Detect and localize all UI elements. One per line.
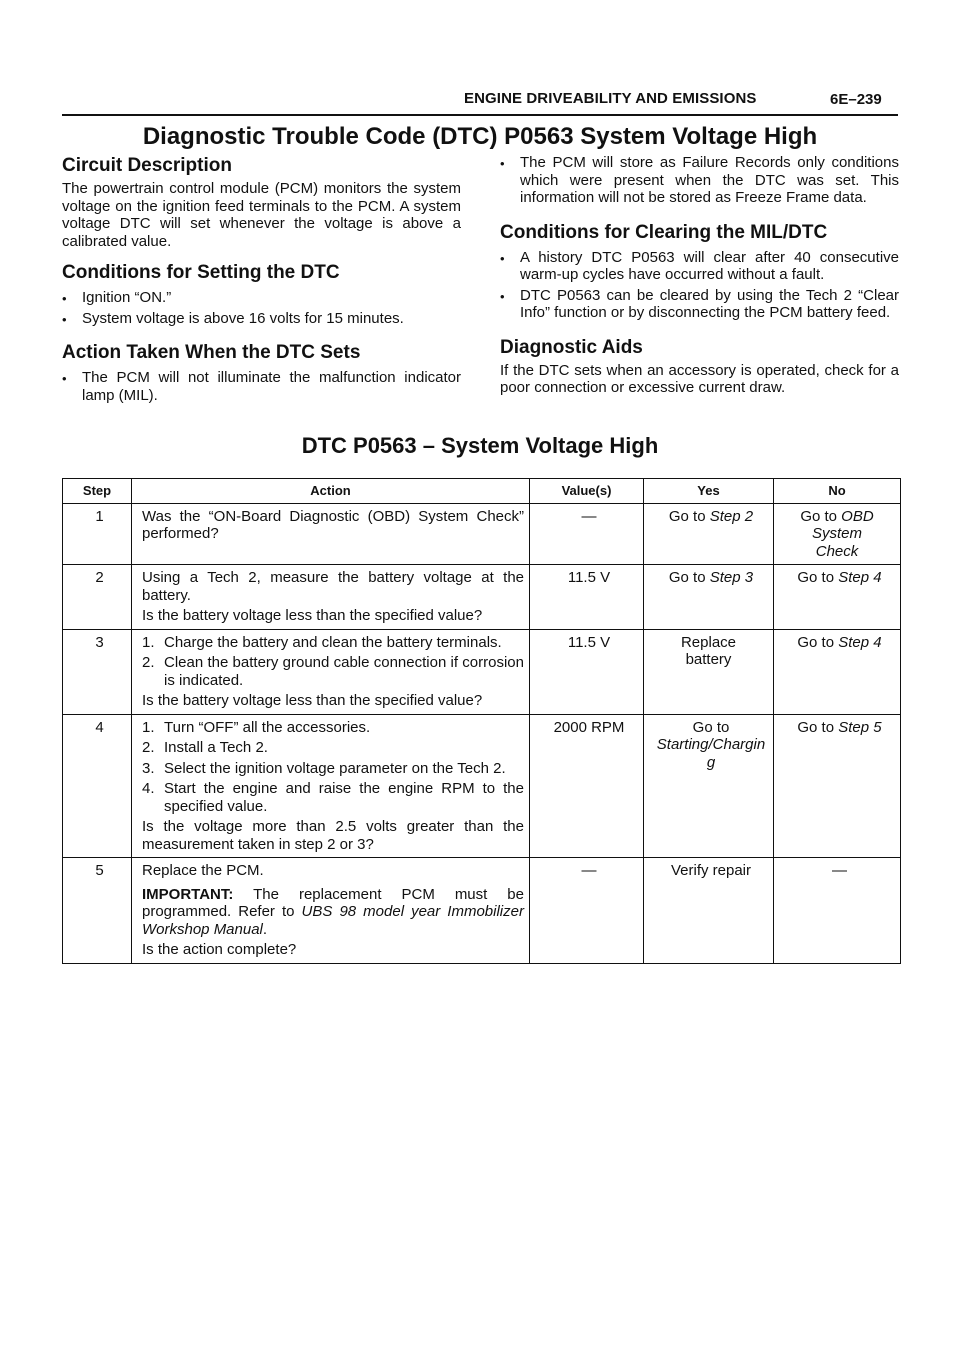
bullet-icon: •	[62, 291, 67, 306]
column-header-step: Step	[63, 479, 132, 504]
action-item	[142, 760, 524, 778]
no-reference: OBD System Check	[811, 507, 874, 560]
step-value: —	[530, 858, 644, 964]
action-item	[142, 719, 524, 737]
yes-reference: Starting/Charging	[656, 736, 766, 771]
action-text: Using a Tech 2, measure the battery voltage at the battery.	[142, 569, 524, 604]
item-number: 1.	[142, 633, 155, 651]
no-reference: Step 5	[838, 718, 882, 736]
important-note	[142, 886, 524, 939]
item-text: Start the engine and raise the engine RPM to the specified value.	[164, 780, 524, 815]
step-action	[132, 565, 530, 630]
step-action	[132, 858, 530, 964]
action-question: Is the battery voltage less than the specified value?	[142, 607, 483, 624]
action-question: Is the battery voltage less than the specified value?	[142, 692, 483, 709]
step-yes	[644, 565, 774, 630]
action-text: Replace the PCM.	[142, 862, 264, 879]
list-item	[62, 289, 461, 307]
no-text: Go to	[797, 569, 839, 586]
list-item	[500, 154, 899, 207]
list-item	[500, 249, 899, 284]
list-item	[62, 369, 461, 404]
item-text: Turn “OFF” all the accessories.	[164, 718, 371, 736]
step-action	[132, 714, 530, 858]
right-column	[500, 154, 899, 397]
table-row	[63, 503, 901, 565]
bullet-icon: •	[500, 156, 505, 171]
no-text: Go to	[800, 507, 842, 525]
yes-text: Go to	[668, 569, 710, 586]
list-item-text: The PCM will store as Failure Records only conditions which were present when the DTC was set. This information will not be stored as Freeze Frame data.	[520, 154, 899, 206]
setting-conditions-list	[62, 289, 461, 327]
item-number: 2.	[142, 739, 155, 756]
action-item	[142, 634, 524, 652]
step-no	[774, 503, 901, 565]
action-taken-list	[62, 369, 461, 404]
step-yes	[644, 714, 774, 858]
bullet-icon: •	[500, 250, 505, 266]
step-value: 11.5 V	[530, 565, 644, 630]
step-number: 5	[63, 858, 132, 964]
action-taken-heading: Action Taken When the DTC Sets	[62, 342, 361, 363]
circuit-description-text: The powertrain control module (PCM) monitors the system voltage on the ignition feed terminals to the PCM. A system voltage DTC will set whenever the voltage is above a calibrated value.	[62, 180, 461, 250]
list-item-text: A history DTC P0563 will clear after 40 consecutive warm-up cycles have occurred without a fault.	[520, 248, 899, 283]
clearing-conditions-heading: Conditions for Clearing the MIL/DTC	[500, 221, 828, 243]
item-number: 3.	[142, 759, 155, 777]
item-text: Select the ignition voltage parameter on the Tech 2.	[164, 759, 506, 777]
step-no	[774, 565, 901, 630]
list-item-text: System voltage is above 16 volts for 15 minutes.	[82, 309, 404, 327]
running-header-section: ENGINE DRIVEABILITY AND EMISSIONS	[464, 90, 757, 107]
left-column	[62, 154, 461, 407]
item-text: Install a Tech 2.	[164, 739, 268, 756]
yes-reference: Step 3	[709, 569, 754, 586]
no-text: Go to	[797, 718, 839, 736]
circuit-description-heading: Circuit Description	[62, 155, 232, 176]
page-title: Diagnostic Trouble Code (DTC) P0563 System Voltage High	[142, 123, 818, 150]
yes-text: Go to	[668, 507, 710, 525]
important-reference: UBS 98 model year Immobilizer Workshop Manual	[142, 903, 524, 938]
no-text: Go to	[797, 633, 839, 651]
column-header-value: Value(s)	[530, 479, 644, 504]
step-action	[132, 629, 530, 714]
header-rule	[62, 114, 898, 116]
clearing-conditions-list	[500, 249, 899, 322]
step-number: 3	[63, 629, 132, 714]
item-number: 1.	[142, 718, 155, 736]
step-action	[132, 503, 530, 565]
no-reference: Step 4	[838, 569, 882, 586]
step-value: 11.5 V	[530, 629, 644, 714]
bullet-icon: •	[500, 288, 505, 304]
table-header-row	[63, 479, 901, 504]
step-number: 2	[63, 565, 132, 630]
list-item-text: The PCM will not illuminate the malfunction indicator lamp (MIL).	[82, 369, 461, 404]
table-title: DTC P0563 – System Voltage High	[301, 433, 659, 458]
table-row	[63, 714, 901, 858]
action-item	[142, 739, 524, 757]
setting-conditions-heading: Conditions for Setting the DTC	[62, 262, 340, 283]
action-text: Was the “ON-Board Diagnostic (OBD) System Check” performed?	[142, 507, 524, 542]
yes-text: Go to	[692, 718, 730, 736]
column-header-no: No	[774, 479, 901, 504]
action-taken-list-continued	[500, 154, 899, 207]
column-header-action: Action	[132, 479, 530, 504]
step-yes	[644, 503, 774, 565]
important-text: The replacement PCM must be programmed. Refer to	[142, 885, 524, 920]
step-no	[774, 629, 901, 714]
action-item	[142, 654, 524, 689]
table-row	[63, 858, 901, 964]
action-item	[142, 780, 524, 815]
list-item	[62, 310, 461, 328]
list-item	[500, 287, 899, 322]
step-yes: Replace battery	[644, 629, 774, 714]
item-number: 4.	[142, 780, 155, 797]
diagnostic-table	[62, 478, 901, 964]
table-row	[63, 565, 901, 630]
step-number: 1	[63, 503, 132, 565]
item-text: Clean the battery ground cable connection if corrosion is indicated.	[164, 654, 524, 689]
bullet-icon: •	[62, 371, 67, 386]
important-end: .	[262, 920, 268, 938]
step-value: 2000 RPM	[530, 714, 644, 858]
item-text: Charge the battery and clean the battery terminals.	[164, 633, 502, 651]
important-label: IMPORTANT:	[142, 885, 234, 903]
list-item-text: Ignition “ON.”	[82, 289, 172, 306]
yes-reference: Step 2	[709, 507, 754, 525]
step-no	[774, 714, 901, 858]
step-value: —	[530, 503, 644, 565]
column-header-yes: Yes	[644, 479, 774, 504]
action-question: Is the voltage more than 2.5 volts greater than the measurement taken in step 2 or 3?	[142, 818, 524, 853]
diagnostic-aids-heading: Diagnostic Aids	[500, 336, 643, 358]
step-yes: Verify repair	[644, 858, 774, 964]
step-no: —	[774, 858, 901, 964]
item-number: 2.	[142, 654, 155, 671]
list-item-text: DTC P0563 can be cleared by using the Tech 2 “Clear Info” function or by disconnecting the PCM battery feed.	[520, 286, 899, 321]
action-question: Is the action complete?	[142, 941, 297, 958]
table-row	[63, 629, 901, 714]
step-number: 4	[63, 714, 132, 858]
no-reference: Step 4	[838, 633, 882, 651]
diagnostic-aids-text: If the DTC sets when an accessory is operated, check for a poor connection or excessive current draw.	[500, 361, 899, 396]
bullet-icon: •	[62, 311, 67, 327]
page-number: 6E–239	[830, 91, 882, 108]
